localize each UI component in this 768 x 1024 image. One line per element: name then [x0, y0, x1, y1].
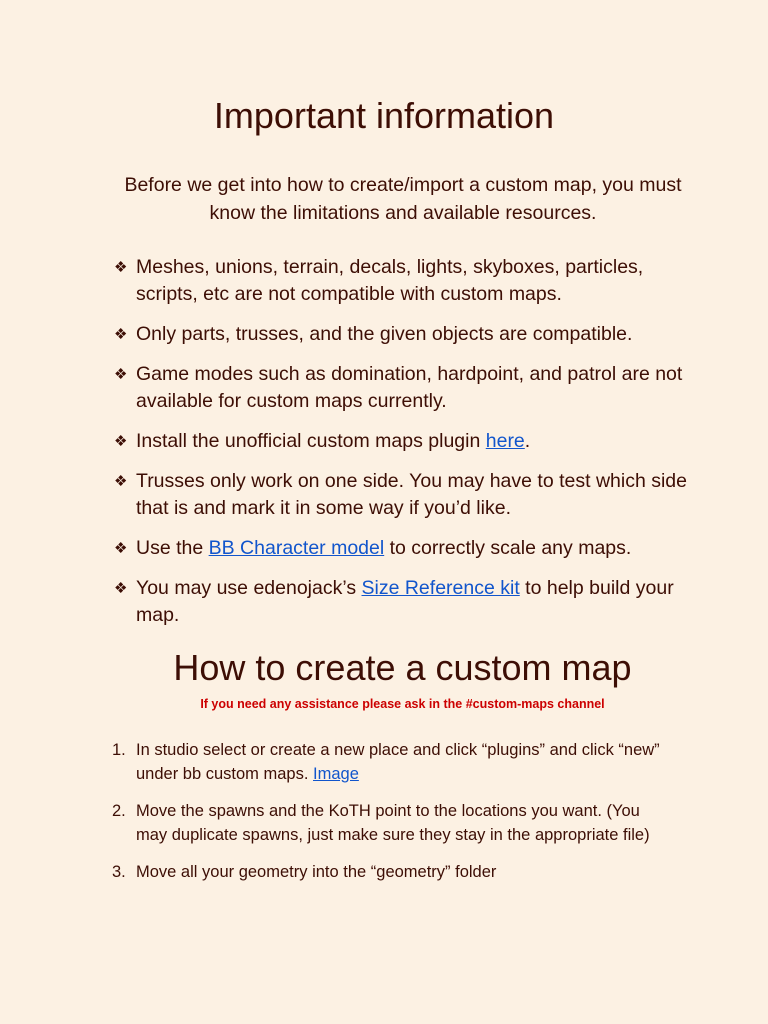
step-item [112, 738, 672, 786]
list-item [114, 535, 694, 562]
list-item-text-end: to help build your map. [136, 577, 674, 626]
list-item [114, 428, 694, 455]
list-item [114, 254, 694, 308]
section-title-important-information: Important information [213, 95, 555, 136]
list-item [114, 361, 694, 415]
list-item [114, 575, 694, 629]
diamond-bullet-icon: ❖ [114, 326, 128, 343]
diamond-bullet-icon: ❖ [114, 540, 128, 557]
assistance-note: If you need any assistance please ask in the #custom-maps channel [200, 697, 605, 711]
step-text: Move all your geometry into the “geometry” folder [136, 863, 497, 881]
section-title-how-to-create: How to create a custom map [173, 647, 632, 688]
list-item-text-end: to correctly scale any maps. [384, 537, 632, 559]
size-reference-kit-link[interactable]: Size Reference kit [361, 577, 520, 599]
diamond-bullet-icon: ❖ [114, 433, 128, 450]
bb-character-model-link[interactable]: BB Character model [208, 537, 385, 559]
list-item [114, 321, 694, 348]
diamond-bullet-icon: ❖ [114, 366, 128, 383]
diamond-bullet-icon: ❖ [114, 580, 128, 597]
plugin-here-link[interactable]: here [485, 430, 525, 452]
list-item-text: Install the unofficial custom maps plugin [136, 430, 486, 452]
intro-paragraph: Before we get into how to create/import a custom map, you must know the limitations and available resources. [124, 174, 682, 224]
step-number: 1. [112, 741, 126, 759]
list-item-text: Game modes such as domination, hardpoint, and patrol are not available for custom maps currently. [136, 363, 683, 412]
limitations-list [114, 254, 694, 642]
step-number: 3. [112, 863, 126, 881]
steps-list [112, 738, 672, 897]
step-item [112, 799, 672, 847]
step-text: Move the spawns and the KoTH point to the locations you want. (You may duplicate spawns, just make sure they stay in the appropriate file) [136, 802, 650, 844]
list-item-text: Meshes, unions, terrain, decals, lights, skyboxes, particles, scripts, etc are not compatible with custom maps. [136, 256, 644, 305]
diamond-bullet-icon: ❖ [114, 473, 128, 490]
image-link[interactable]: Image [313, 765, 359, 783]
list-item-text-end: . [524, 430, 531, 452]
list-item-text: Use the [136, 537, 209, 559]
step-number: 2. [112, 802, 126, 820]
list-item [114, 468, 694, 522]
list-item-text: Trusses only work on one side. You may have to test which side that is and mark it in some way if you’d like. [136, 470, 687, 519]
list-item-text: Only parts, trusses, and the given objects are compatible. [136, 323, 633, 345]
diamond-bullet-icon: ❖ [114, 259, 128, 276]
step-text: In studio select or create a new place and click “plugins” and click “new” under bb custom maps. [136, 741, 660, 783]
step-item [112, 860, 672, 884]
list-item-text: You may use edenojack’s [136, 577, 362, 599]
